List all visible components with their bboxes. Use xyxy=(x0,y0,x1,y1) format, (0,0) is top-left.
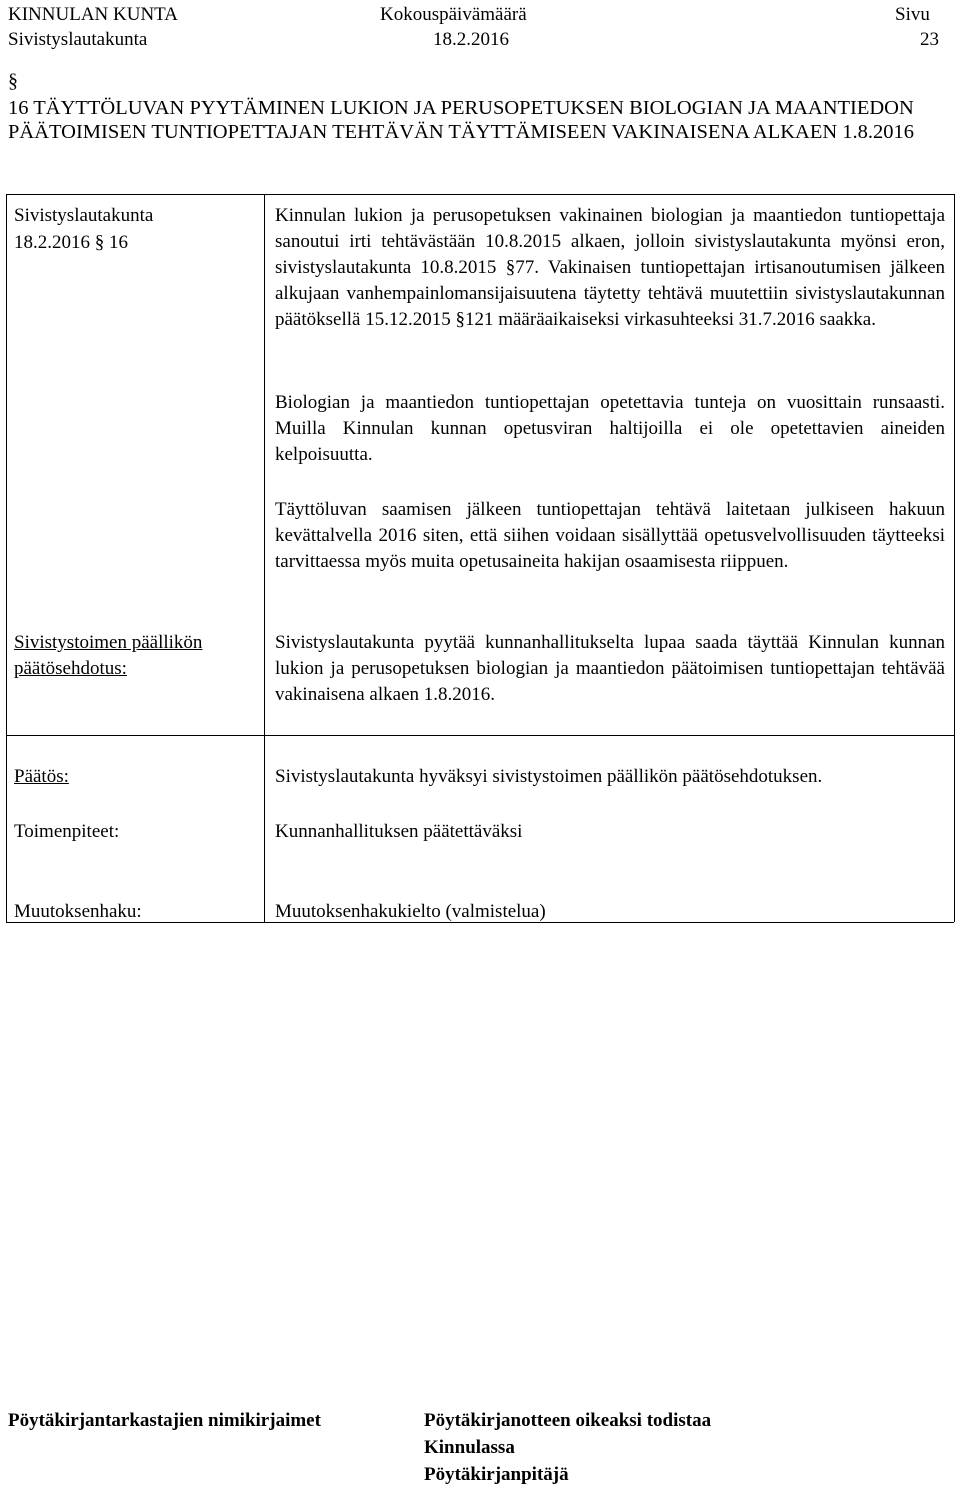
appeal-label: Muutoksenhaku: xyxy=(14,901,142,922)
side-board: Sivistyslautakunta xyxy=(14,205,154,226)
proposal-label-line2: päätösehdotus: xyxy=(14,658,127,679)
side-date: 18.2.2016 xyxy=(14,232,90,253)
header-date: 18.2.2016 xyxy=(433,29,509,50)
header-org: KINNULAN KUNTA xyxy=(8,4,178,25)
section-symbol: § xyxy=(8,70,18,92)
section-title: 16 TÄYTTÖLUVAN PYYTÄMINEN LUKION JA PERUSOPETUKSEN BIOLOGIAN JA MAANTIEDON PÄÄTOIMISEN TUNTIOPETTAJAN TEHTÄVÄN TÄYTTÄMISEEN VAKINAISENA ALKAEN 1.8.2016 xyxy=(8,97,915,143)
appeal-text: Muutoksenhakukielto (valmistelua) xyxy=(275,901,546,922)
paragraph-recruitment: Täyttöluvan saamisen jälkeen tuntiopettajan tehtävä laitetaan julkiseen hakuun kevättalvella 2016 siten, että siihen voidaan sisällyttää opetusvelvollisuuden täytteeksi tarvittaessa myös muita opetusaineita hakijan osaamisesta riippuen. xyxy=(275,499,945,572)
table-right-rule xyxy=(954,194,955,922)
actions-text: Kunnanhallituksen päätettäväksi xyxy=(275,821,523,842)
table-top-rule xyxy=(6,194,954,195)
proposal-text: Sivistyslautakunta pyytää kunnanhallitukselta lupaa saada täyttää Kinnulan kunnan lukion ja perusopetuksen biologian ja maantiedon päätoimisen tuntiopettajan tehtävää vakinaisena alkaen 1.8.2016. xyxy=(275,632,945,705)
header-page-number: 23 xyxy=(920,29,939,50)
header-date-label: Kokouspäivämäärä xyxy=(380,4,527,25)
section-symbol-inline: § xyxy=(455,309,465,330)
section-symbol-inline: § xyxy=(505,257,516,278)
header-board: Sivistyslautakunta xyxy=(8,29,148,50)
table-column-rule xyxy=(264,194,265,922)
footer-place: Kinnulassa xyxy=(424,1437,515,1458)
side-section-number: 16 xyxy=(109,232,128,253)
proposal-label-line1: Sivistystoimen päällikön xyxy=(14,632,203,653)
paragraph-background: Kinnulan lukion ja perusopetuksen vakinainen biologian ja maantiedon tuntiopettaja sanoutui irti tehtävästään 10.8.2015 alkaen, jolloin sivistyslautakunta myönsi eron, sivistyslautakunta 10.8.2015 §77. Vakinaisen tuntiopettajan irtisanoutumisen jälkeen alkujaan vanhempainlomansijaisuutena täytetty tehtävä muutettiin sivistyslautakunnan päätöksellä 15.12.2015 §121 määräaikaiseksi virkasuhteeksi 31.7.2016 saakka. xyxy=(275,205,945,330)
header-page-label: Sivu xyxy=(895,4,930,25)
table-left-rule xyxy=(6,194,7,922)
footer-clerk: Pöytäkirjanpitäjä xyxy=(424,1464,569,1485)
side-date-ref xyxy=(14,230,128,255)
footer-reviewers: Pöytäkirjantarkastajien nimikirjaimet xyxy=(8,1410,321,1431)
decision-text: Sivistyslautakunta hyväksyi sivistystoimen päällikön päätösehdotuksen. xyxy=(275,766,823,787)
decision-label: Päätös: xyxy=(14,766,69,787)
paragraph-teaching-hours: Biologian ja maantiedon tuntiopettajan opetettavia tunteja on vuosittain runsaasti. Muilla Kinnulan kunnan opetusviran haltijoilla ei ole opetettavien aineiden kelpoisuutta. xyxy=(275,392,945,465)
actions-label: Toimenpiteet: xyxy=(14,821,120,842)
side-section-symbol: § xyxy=(94,232,105,253)
footer-certify: Pöytäkirjanotteen oikeaksi todistaa xyxy=(424,1410,712,1431)
table-mid-rule xyxy=(6,735,954,736)
